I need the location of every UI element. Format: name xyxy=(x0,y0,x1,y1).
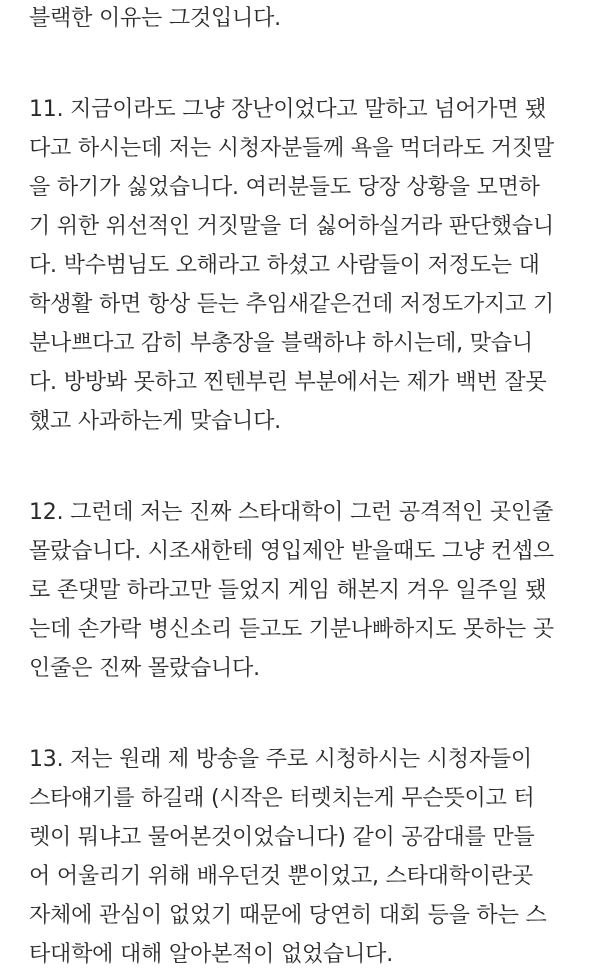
paragraph-13 xyxy=(29,740,589,974)
paragraph-11 xyxy=(29,90,589,441)
text-line: 다. 방방봐 못하고 찐텐부린 부분에서는 제가 백번 잘못 xyxy=(29,370,547,395)
text-line: 기 위한 위선적인 거짓말을 더 싫어하실거라 판단했습니 xyxy=(29,214,554,239)
text-line: 어 어울리기 위해 배우던것 뿐이었고, 스타대학이란곳 xyxy=(29,864,533,889)
text-line: 했고 사과하는게 맞습니다. xyxy=(29,409,281,434)
paragraph-gap xyxy=(29,38,589,90)
text-line: 학생활 하면 항상 듣는 추임새같은건데 저정도가지고 기 xyxy=(29,292,554,317)
text-line: 13. 저는 원래 제 방송을 주로 시청하시는 시청자들이 xyxy=(29,747,532,772)
text-line: 블랙한 이유는 그것입니다. xyxy=(29,6,281,31)
paragraph-gap xyxy=(29,441,589,493)
text-line: 분나쁘다고 감히 부총장을 블랙하냐 하시는데, 맞습니 xyxy=(29,331,533,356)
text-line: 렛이 뭐냐고 물어본것이었습니다) 같이 공감대를 만들 xyxy=(29,825,535,850)
text-line: 타대학에 대해 알아본적이 없었습니다. xyxy=(29,942,394,967)
paragraph-gap xyxy=(29,688,589,740)
text-line: 몰랐습니다. 시조새한테 영입제안 받을때도 그냥 컨셉으 xyxy=(29,539,554,564)
paragraph-intro xyxy=(29,0,589,38)
text-line: 다고 하시는데 저는 시청자분들께 욕을 먹더라도 거짓말 xyxy=(29,136,554,161)
text-line: 다. 박수범님도 오해라고 하셨고 사람들이 저정도는 대 xyxy=(29,253,540,278)
text-line: 12. 그런데 저는 진짜 스타대학이 그런 공격적인 곳인줄 xyxy=(29,500,554,525)
text-line: 을 하기가 싫었습니다. 여러분들도 당장 상황을 모면하 xyxy=(29,175,540,200)
text-line: 스타얘기를 하길래 (시작은 터렛치는게 무슨뜻이고 터 xyxy=(29,786,535,811)
text-line: 자체에 관심이 없었기 때문에 당연히 대회 등을 하는 스 xyxy=(29,903,547,928)
text-line: 인줄은 진짜 몰랐습니다. xyxy=(29,656,260,681)
text-line: 로 존댓말 하라고만 들었지 게임 해본지 겨우 일주일 됐 xyxy=(29,578,547,603)
text-line: 11. 지금이라도 그냥 장난이었다고 말하고 넘어가면 됐 xyxy=(29,97,547,122)
text-line: 는데 손가락 병신소리 듣고도 기분나빠하지도 못하는 곳 xyxy=(29,617,554,642)
document-body xyxy=(29,0,589,974)
paragraph-12 xyxy=(29,493,589,688)
